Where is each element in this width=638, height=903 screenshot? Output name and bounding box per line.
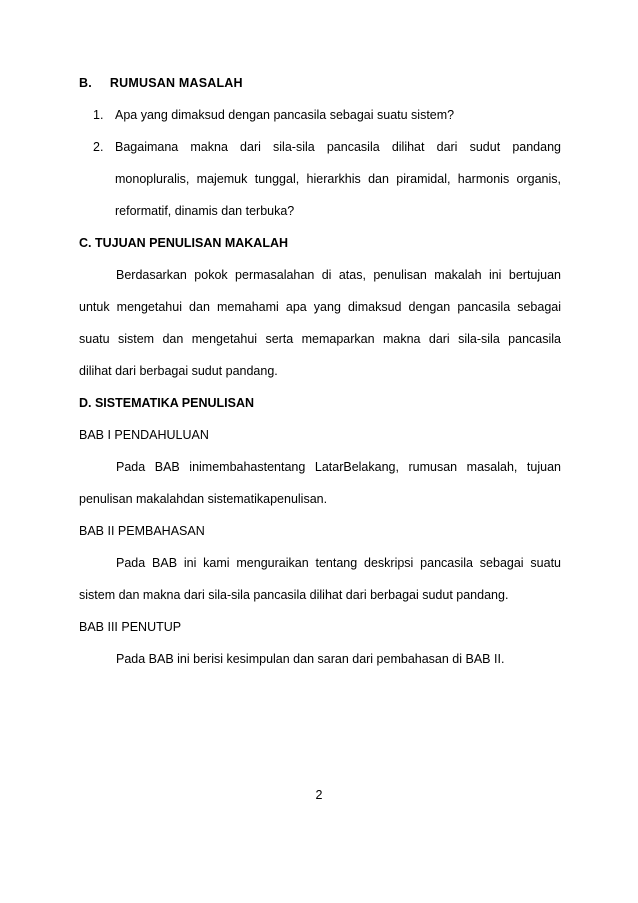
section-b-title: RUMUSAN MASALAH [109,76,243,90]
list-number: 1. [93,108,104,122]
section-d-heading: D. SISTEMATIKA PENULISAN [79,396,255,410]
bab-1-title: BAB I PENDAHULUAN [79,428,209,442]
list-text-continuation: monopluralis, majemuk tunggal, hierarkhis dan piramidal, harmonis organis, [115,172,561,186]
section-b-letter: B. [79,76,92,90]
list-number: 2. [93,140,104,154]
paragraph-line: penulisan makalahdan sistematikapenulisan. [79,492,328,506]
paragraph-line: Berdasarkan pokok permasalahan di atas, penulisan makalah ini bertujuan [116,268,561,282]
list-text: Bagaimana makna dari sila-sila pancasila dilihat dari sudut pandang [115,140,561,154]
list-text: Apa yang dimaksud dengan pancasila sebagai suatu sistem? [115,108,455,122]
page-content [79,74,561,682]
paragraph-line: suatu sistem dan mengetahui serta memaparkan makna dari sila-sila pancasila [79,332,561,346]
paragraph-line: dilihat dari berbagai sudut pandang. [79,364,278,378]
paragraph-line: sistem dan makna dari sila-sila pancasila dilihat dari berbagai sudut pandang. [79,588,509,602]
bab-2-title: BAB II PEMBAHASAN [79,524,205,538]
list-text-continuation: reformatif, dinamis dan terbuka? [115,204,295,218]
paragraph-line: untuk mengetahui dan memahami apa yang dimaksud dengan pancasila sebagai [79,300,561,314]
section-c-heading: C. TUJUAN PENULISAN MAKALAH [79,236,289,250]
page-number: 2 [315,788,323,802]
section-b-heading [79,74,561,106]
paragraph-line: Pada BAB ini berisi kesimpulan dan saran dari pembahasan di BAB II. [116,652,505,666]
bab-3-title: BAB III PENUTUP [79,620,182,634]
list-item [79,138,561,170]
list-item [79,106,561,138]
paragraph-line: Pada BAB inimembahastentang LatarBelakang, rumusan masalah, tujuan [116,460,561,474]
paragraph-line: Pada BAB ini kami menguraikan tentang deskripsi pancasila sebagai suatu [116,556,561,570]
